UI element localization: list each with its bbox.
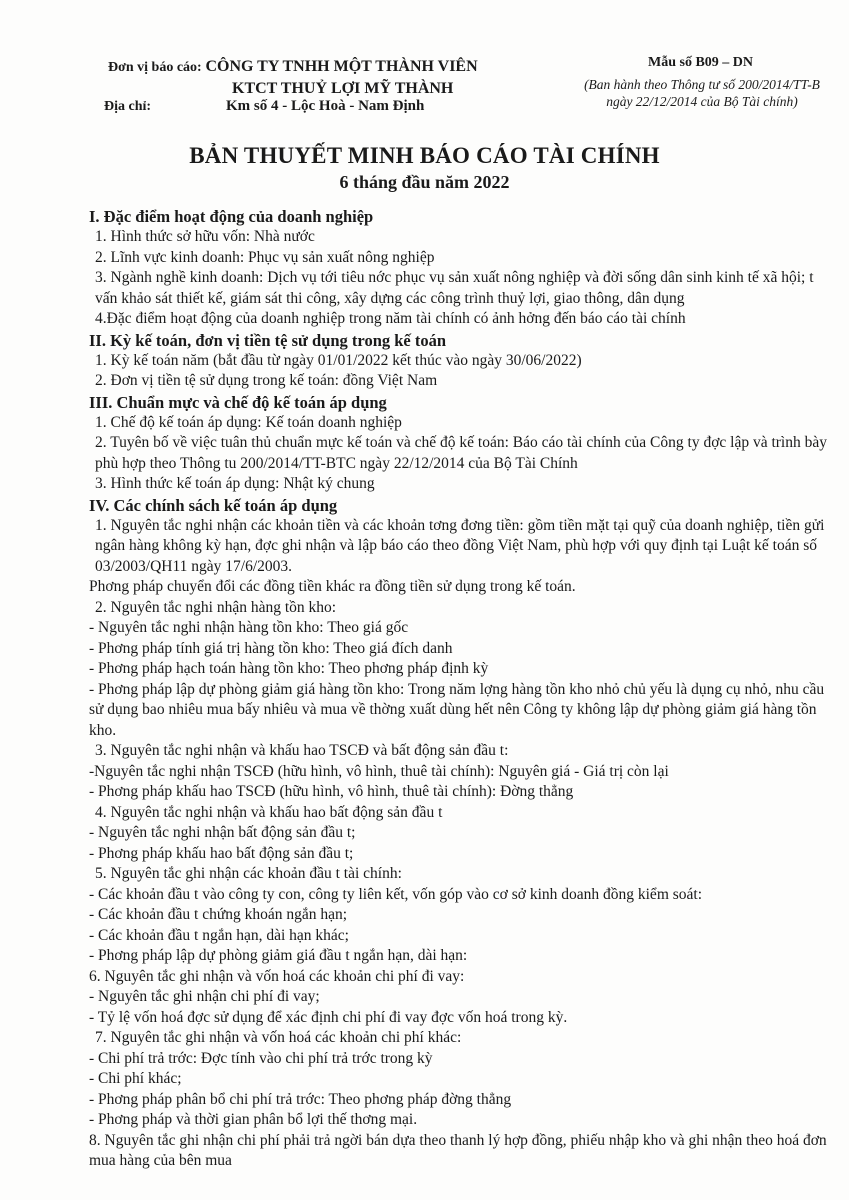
list-item: - Nguyên tắc nghi nhận bất động sản đầu t;: [89, 824, 356, 841]
document-subtitle: 6 tháng đầu năm 2022: [339, 172, 510, 192]
form-note-line1: (Ban hành theo Thông tư số 200/2014/TT-B: [584, 77, 820, 92]
list-item: - Các khoản đầu t chứng khoán ngắn hạn;: [89, 906, 348, 923]
list-item: - Phơng pháp và thời gian phân bổ lợi thế thơng mại.: [89, 1111, 418, 1128]
document-title: BẢN THUYẾT MINH BÁO CÁO TÀI CHÍNH: [189, 143, 660, 168]
address-label: Địa chỉ:: [104, 99, 152, 114]
list-item: - Phơng pháp lập dự phòng giảm giá đầu t ngắn hạn, dài hạn:: [89, 947, 468, 964]
list-item: - Tỷ lệ vốn hoá đợc sử dụng để xác định chi phí đi vay đợc vốn hoá trong kỳ.: [89, 1008, 568, 1026]
list-item: - Chi phí trả trớc: Đợc tính vào chi phí trả trớc trong kỳ: [89, 1049, 433, 1067]
form-note-line2: ngày 22/12/2014 của Bộ Tài chính): [606, 94, 798, 109]
list-item: - Nguyên tắc nghi nhận hàng tồn kho: Theo giá gốc: [89, 619, 409, 636]
list-item: 3. Ngành nghề kinh doanh: Dịch vụ tới tiêu nớc phục vụ sản xuất nông nghiệp và đời sống dân sinh kinh tế xã hội; t vấn khảo sát thiết kế, giám sát thi công, xây dựng các công trình thuỷ lợi, giao thông, dân dụng: [95, 269, 814, 307]
list-item: 2. Nguyên tắc nghi nhận hàng tồn kho:: [95, 598, 337, 616]
list-item: 2. Đơn vị tiền tệ sử dụng trong kế toán: đồng Việt Nam: [95, 372, 438, 389]
list-item: - Phơng pháp tính giá trị hàng tồn kho: Theo giá đích danh: [89, 639, 453, 657]
list-item: - Phơng pháp khấu hao TSCĐ (hữu hình, vô hình, thuê tài chính): Đờng thẳng: [89, 783, 574, 800]
list-item: -Nguyên tắc nghi nhận TSCĐ (hữu hình, vô hình, thuê tài chính): Nguyên giá - Giá trị còn lại: [89, 762, 669, 780]
list-item: - Các khoản đầu t vào công ty con, công ty liên kết, vốn góp vào cơ sở kinh doanh đồng kiểm soát:: [89, 885, 703, 903]
list-item: - Nguyên tắc ghi nhận chi phí đi vay;: [89, 988, 320, 1005]
list-item: 1. Chế độ kế toán áp dụng: Kế toán doanh nghiệp: [95, 413, 402, 431]
section-heading: III. Chuẩn mực và chế độ kế toán áp dụng: [89, 392, 387, 412]
list-item: 4. Nguyên tắc nghi nhận và khấu hao bất động sản đầu t: [95, 803, 443, 821]
list-item: Phơng pháp chuyển đổi các đồng tiền khác ra đồng tiền sử dụng trong kế toán.: [89, 578, 576, 595]
section-heading: IV. Các chính sách kế toán áp dụng: [89, 495, 338, 515]
list-item: - Các khoản đầu t ngắn hạn, dài hạn khác;: [89, 926, 349, 944]
form-issuance-note: [566, 76, 838, 110]
list-item: 3. Nguyên tắc nghi nhận và khấu hao TSCĐ và bất động sản đầu t:: [95, 742, 509, 759]
company-address: Km số 4 - Lộc Hoà - Nam Định: [226, 98, 425, 114]
list-item: - Chi phí khác;: [89, 1070, 182, 1087]
list-item: 2. Tuyên bố về việc tuân thủ chuẩn mực kế toán và chế độ kế toán: Báo cáo tài chính của Công ty đợc lập và trình bày phù hợp theo Thông tu 200/2014/TT-BTC ngày 22/12/2014 của Bộ Tài Chính: [95, 434, 827, 472]
list-item: 7. Nguyên tắc ghi nhận và vốn hoá các khoản chi phí khác:: [95, 1029, 462, 1046]
reporting-unit-label: Đơn vị báo cáo:: [108, 60, 202, 75]
list-item: 6. Nguyên tắc ghi nhận và vốn hoá các khoản chi phí đi vay:: [89, 967, 465, 985]
list-item: 1. Hình thức sở hữu vốn: Nhà nước: [95, 228, 315, 245]
list-item: - Phơng pháp lập dự phòng giảm giá hàng tồn kho: Trong năm lợng hàng tồn kho nhỏ chủ yếu là dụng cụ nhỏ, nhu cầu sử dụng bao nhiêu mua bấy nhiêu và mua về thờng xuất dùng hết nên Công ty không lập dự phòng giảm giá hàng tồn kho.: [89, 680, 825, 739]
list-item: 3. Hình thức kế toán áp dụng: Nhật ký chung: [95, 475, 375, 492]
list-item: 1. Kỳ kế toán năm (bắt đầu từ ngày 01/01/2022 kết thúc vào ngày 30/06/2022): [95, 351, 582, 369]
list-item: 4.Đặc điểm hoạt động của doanh nghiệp trong năm tài chính có ảnh hởng đến báo cáo tài chính: [95, 310, 686, 327]
section-heading: II. Kỳ kế toán, đơn vị tiền tệ sử dụng trong kế toán: [89, 330, 447, 350]
list-item: 8. Nguyên tắc ghi nhận chi phí phải trả ngời bán dựa theo thanh lý hợp đồng, phiếu nhập kho và ghi nhận theo hoá đơn mua hàng của bên mua: [89, 1131, 827, 1169]
document-body: [89, 206, 829, 1172]
list-item: 5. Nguyên tắc ghi nhận các khoản đầu t tài chính:: [95, 865, 402, 882]
company-name-line2: KTCT THUỶ LỢI MỸ THÀNH: [232, 80, 454, 97]
reporting-unit-line: [108, 58, 478, 76]
section-heading: I. Đặc điểm hoạt động của doanh nghiệp: [89, 207, 374, 226]
form-code: Mẫu số B09 – DN: [648, 55, 754, 70]
list-item: - Phơng pháp hạch toán hàng tồn kho: Theo phơng pháp định kỳ: [89, 660, 489, 677]
list-item: - Phơng pháp phân bổ chi phí trả trớc: Theo phơng pháp đờng thẳng: [89, 1090, 512, 1108]
list-item: 2. Lĩnh vực kinh doanh: Phục vụ sản xuất nông nghiệp: [95, 248, 435, 266]
list-item: 1. Nguyên tắc nghi nhận các khoản tiền và các khoản tơng đơng tiền: gồm tiền mặt tại quỹ của doanh nghiệp, tiền gửi ngân hàng không kỳ hạn, đợc ghi nhận và lập báo cáo theo đồng Việt Nam, phù hợp với quy định tại Luật kế toán số 03/2003/QH11 ngày 17/6/2003.: [95, 516, 825, 575]
company-name-line1: CÔNG TY TNHH MỘT THÀNH VIÊN: [205, 58, 478, 75]
list-item: - Phơng pháp khấu hao bất động sản đầu t;: [89, 844, 354, 862]
